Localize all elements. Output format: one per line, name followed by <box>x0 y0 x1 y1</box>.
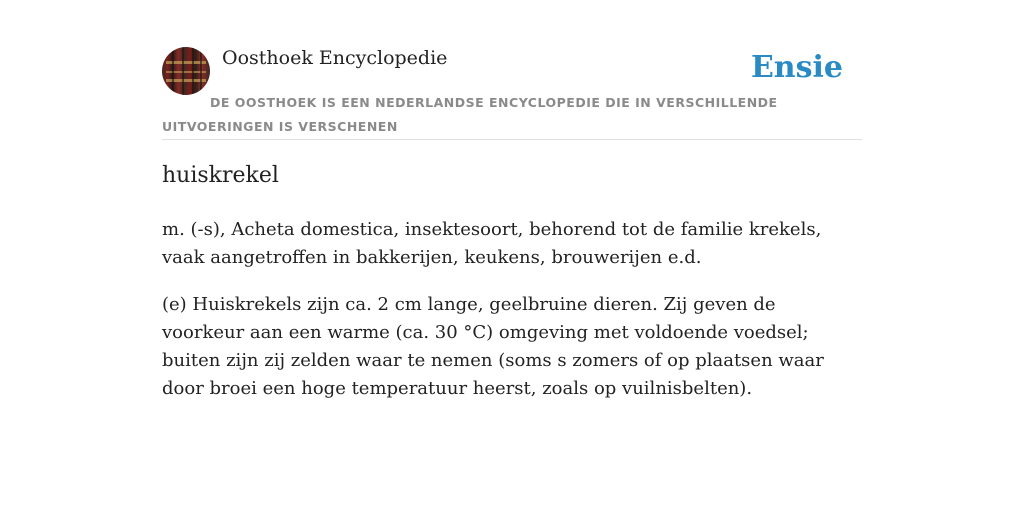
entry-paragraph: m. (-s), Acheta domestica, insektesoort, behorend tot de familie krekels, vaak aangetroffen in bakkerijen, keukens, brouwerijen e.d. <box>162 219 822 268</box>
brand-logo[interactable]: Ensie <box>750 50 843 85</box>
book-spines-icon <box>162 47 210 95</box>
entry-content <box>162 216 862 422</box>
entry-title: huiskrekel <box>162 163 279 188</box>
site-tagline: DE OOSTHOEK IS EEN NEDERLANDSE ENCYCLOPEDIE DIE IN VERSCHILLENDE UITVOERINGEN IS VERSCHENEN <box>162 95 778 134</box>
header-divider <box>162 139 862 140</box>
avatar[interactable] <box>162 47 210 95</box>
entry-paragraph: (e) Huiskrekels zijn ca. 2 cm lange, geelbruine dieren. Zij geven de voorkeur aan een warme (ca. 30 °C) omgeving met voldoende voedsel; buiten zijn zij zelden waar te nemen (soms s zomers of op plaatsen waar door broei een hoge temperatuur heerst, zoals op vuilnisbelten). <box>162 294 824 399</box>
site-title[interactable]: Oosthoek Encyclopedie <box>222 47 448 69</box>
site-header <box>162 46 862 140</box>
